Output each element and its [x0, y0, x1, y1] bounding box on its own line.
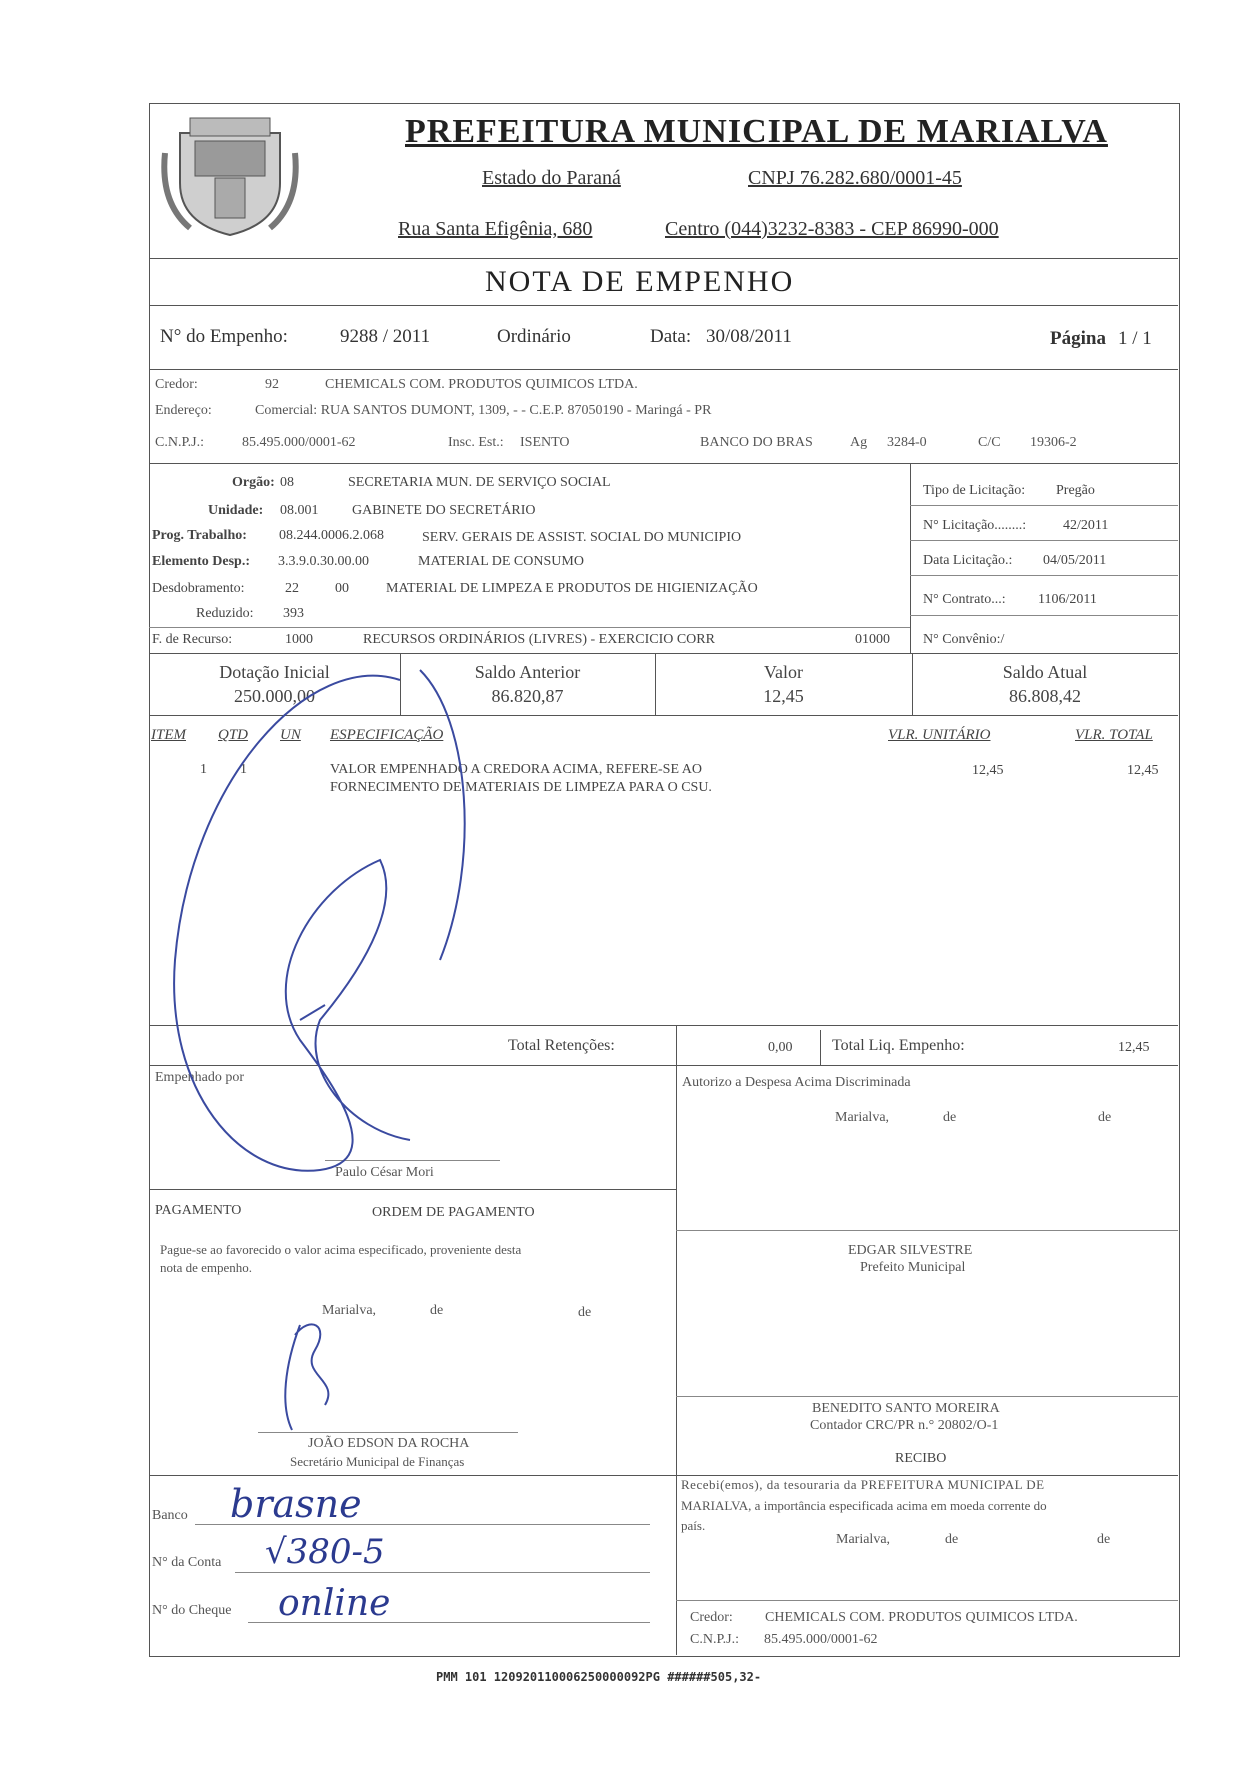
empenho-type: Ordinário	[497, 326, 571, 347]
col-vlr-unitario: VLR. UNITÁRIO	[888, 727, 991, 743]
cc-label: C/C	[978, 435, 1001, 450]
row-unit: 12,45	[972, 763, 1004, 778]
secretario-title: Secretário Municipal de Finanças	[290, 1454, 465, 1469]
retencoes-label: Total Retenções:	[508, 1037, 615, 1054]
elemento-code: 3.3.9.0.30.00.00	[278, 554, 369, 569]
banco-handwritten: brasne	[230, 1482, 362, 1526]
conta-handwritten: √380-5	[265, 1532, 385, 1572]
contrato-value: 1106/2011	[1038, 592, 1097, 607]
state-name: Estado do Paraná	[482, 167, 621, 189]
col-qtd: QTD	[218, 727, 249, 743]
header-cnpj: CNPJ 76.282.680/0001-45	[748, 167, 962, 189]
banco-label: Banco	[152, 1508, 188, 1523]
desdobramento-sub: 00	[335, 581, 349, 596]
row-qtd: 1	[240, 762, 247, 777]
pagamento-de2: de	[578, 1305, 592, 1320]
desdobramento-name: MATERIAL DE LIMPEZA E PRODUTOS DE HIGIENIZAÇÃO	[386, 581, 758, 596]
empenhado-name: Paulo César Mori	[335, 1165, 434, 1180]
retencoes-value: 0,00	[768, 1040, 793, 1055]
prefeitura-title: PREFEITURA MUNICIPAL DE MARIALVA	[405, 113, 1108, 150]
convenio-label: N° Convênio:/	[923, 632, 1005, 647]
pagamento-de1: de	[430, 1303, 444, 1318]
cnpj-label: C.N.P.J.:	[155, 435, 205, 450]
recibo-de1: de	[945, 1532, 959, 1547]
row-desc-line1: VALOR EMPENHADO A CREDORA ACIMA, REFERE-SE AO	[330, 762, 702, 777]
recibo-credor: CHEMICALS COM. PRODUTOS QUIMICOS LTDA.	[765, 1610, 1078, 1625]
handwritten-signature-large	[150, 660, 510, 1190]
footer-code: PMM 101 120920110006250000092PG ######505,32-	[436, 1670, 762, 1684]
ag-label: Ag	[850, 435, 868, 450]
page-number: 1 / 1	[1118, 328, 1152, 349]
handwritten-initials	[270, 1305, 350, 1435]
coat-of-arms-seal	[160, 113, 300, 243]
valor: 12,45	[763, 686, 804, 706]
recibo-label: RECIBO	[895, 1451, 947, 1466]
reduzido-value: 393	[283, 606, 304, 621]
ag-value: 3284-0	[887, 435, 927, 450]
row-total: 12,45	[1127, 763, 1159, 778]
credor-label: Credor:	[155, 377, 198, 392]
reduzido-label: Reduzido:	[196, 606, 254, 621]
autorizo-text: Autorizo a Despesa Acima Discriminada	[682, 1075, 911, 1090]
recibo-de2: de	[1097, 1532, 1111, 1547]
recibo-cnpj-label: C.N.P.J.:	[690, 1632, 740, 1647]
recibo-text2: MARIALVA, a importância especificada acima em moeda corrente do	[681, 1498, 1047, 1513]
saldo-anterior-label: Saldo Anterior	[474, 662, 581, 682]
insc-value: ISENTO	[520, 435, 570, 450]
dotacao-inicial: 250.000,00	[234, 686, 315, 706]
col-vlr-total: VLR. TOTAL	[1075, 727, 1153, 743]
prog-name: SERV. GERAIS DE ASSIST. SOCIAL DO MUNICIPIO	[422, 530, 742, 545]
secretario-name: JOÃO EDSON DA ROCHA	[308, 1436, 470, 1451]
recibo-text1: Recebi(emos), da tesouraria da PREFEITURA MUNICIPAL DE	[681, 1477, 1045, 1492]
tipo-licitacao: Pregão	[1056, 483, 1095, 498]
pagamento-text1: Pague-se ao favorecido o valor acima especificado, proveniente desta	[160, 1242, 522, 1257]
liq-label: Total Liq. Empenho:	[832, 1037, 965, 1054]
elemento-name: MATERIAL DE CONSUMO	[418, 554, 584, 569]
document-title: NOTA DE EMPENHO	[485, 265, 795, 298]
licitacao-data: 04/05/2011	[1043, 553, 1107, 568]
recibo-text3: país.	[681, 1518, 706, 1533]
orgao-code: 08	[280, 475, 294, 490]
page-label: Página	[1050, 328, 1106, 349]
credor-code: 92	[265, 377, 279, 392]
fonte-label: F. de Recurso:	[152, 632, 233, 647]
conta-label: N° da Conta	[152, 1555, 222, 1570]
col-item: ITEM	[151, 727, 186, 743]
row-desc-line2: FORNECIMENTO DE MATERIAIS DE LIMPEZA PARA O CSU.	[330, 780, 712, 795]
col-especificacao: ESPECIFICAÇÃO	[330, 727, 444, 743]
pagamento-text2: nota de empenho.	[160, 1260, 253, 1275]
saldo-atual: 86.808,42	[1009, 686, 1081, 706]
contrato-label: N° Contrato...:	[923, 592, 1006, 607]
licitacao-num: 42/2011	[1063, 518, 1109, 533]
valor-label: Valor	[764, 662, 803, 682]
desdobramento-code: 22	[285, 581, 299, 596]
licitacao-data-label: Data Licitação.:	[923, 553, 1013, 568]
orgao-label: Orgão:	[232, 475, 275, 490]
orgao-name: SECRETARIA MUN. DE SERVIÇO SOCIAL	[348, 475, 611, 490]
unidade-name: GABINETE DO SECRETÁRIO	[352, 503, 536, 518]
autorizo-de2: de	[1098, 1110, 1112, 1125]
empenho-number-label: N° do Empenho:	[160, 326, 288, 347]
recibo-city: Marialva,	[836, 1532, 891, 1547]
cc-value: 19306-2	[1030, 435, 1077, 450]
prog-code: 08.244.0006.2.068	[279, 528, 384, 543]
row-item: 1	[200, 762, 207, 777]
contador-name: BENEDITO SANTO MOREIRA	[812, 1401, 1000, 1416]
prefeito-name: EDGAR SILVESTRE	[848, 1243, 973, 1258]
desdobramento-label: Desdobramento:	[152, 581, 245, 596]
fonte-number: 01000	[855, 632, 890, 647]
credor-cnpj: 85.495.000/0001-62	[242, 435, 356, 450]
address-street: Rua Santa Efigênia, 680	[398, 218, 593, 240]
date-label: Data:	[650, 326, 692, 347]
prog-label: Prog. Trabalho:	[152, 528, 247, 543]
col-un: UN	[280, 727, 301, 743]
autorizo-city: Marialva,	[835, 1110, 890, 1125]
cheque-label: N° do Cheque	[152, 1603, 232, 1618]
address-rest: Centro (044)3232-8383 - CEP 86990-000	[665, 218, 999, 240]
empenho-date: 30/08/2011	[706, 326, 792, 347]
fonte-name: RECURSOS ORDINÁRIOS (LIVRES) - EXERCICIO CORR	[363, 632, 715, 647]
recibo-credor-label: Credor:	[690, 1610, 733, 1625]
credor-address: Comercial: RUA SANTOS DUMONT, 1309, - - C.E.P. 87050190 - Maringá - PR	[255, 403, 712, 418]
saldo-anterior: 86.820,87	[491, 686, 564, 706]
unidade-code: 08.001	[280, 503, 319, 518]
saldo-atual-label: Saldo Atual	[1002, 662, 1088, 682]
elemento-label: Elemento Desp.:	[152, 554, 250, 569]
insc-label: Insc. Est.:	[448, 435, 504, 450]
contador-title: Contador CRC/PR n.° 20802/O-1	[810, 1418, 999, 1433]
licitacao-num-label: N° Licitação........:	[923, 518, 1027, 533]
pagamento-city: Marialva,	[322, 1303, 377, 1318]
dotacao-inicial-label: Dotação Inicial	[219, 662, 330, 682]
credor-name: CHEMICALS COM. PRODUTOS QUIMICOS LTDA.	[325, 377, 638, 392]
liq-value: 12,45	[1118, 1040, 1150, 1055]
empenho-number: 9288 / 2011	[340, 326, 431, 347]
fonte-code: 1000	[285, 632, 313, 647]
tipo-licitacao-label: Tipo de Licitação:	[923, 483, 1026, 498]
recibo-cnpj: 85.495.000/0001-62	[764, 1632, 878, 1647]
empenhado-label: Empenhado por	[155, 1070, 245, 1085]
autorizo-de1: de	[943, 1110, 957, 1125]
cheque-handwritten: online	[278, 1583, 391, 1624]
prefeito-title: Prefeito Municipal	[860, 1260, 966, 1275]
bank-name: BANCO DO BRAS	[700, 435, 813, 450]
pagamento-label: PAGAMENTO	[155, 1203, 242, 1218]
unidade-label: Unidade:	[208, 503, 264, 518]
address-label: Endereço:	[155, 403, 212, 418]
ordem-pagamento: ORDEM DE PAGAMENTO	[372, 1205, 535, 1220]
